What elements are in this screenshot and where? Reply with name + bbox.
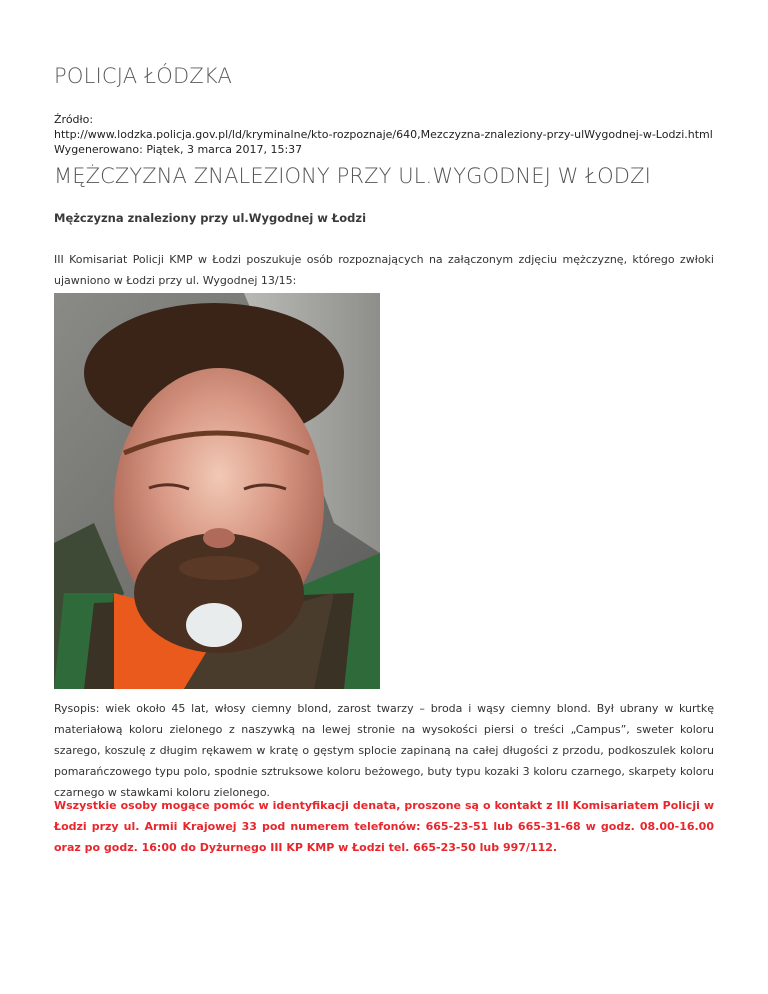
- article-description: Rysopis: wiek około 45 lat, włosy ciemny blond, zarost twarzy – broda i wąsy ciemny blond. Był ubrany w kurtkę materiałową koloru zielonego z naszywką na lewej stronie na wysokości piersi o treści „Campus”, sweter koloru szarego, koszulę z długim rękawem w kratę o gęstym splocie zapinaną na całej długości z przodu, podkoszulek koloru pomarańczowego typu polo, spodnie sztruksowe koloru beżowego, buty typu kozaki 3 koloru czarnego, skarpety koloru czarnego w stawkami koloru zielonego.: [54, 702, 714, 799]
- article-title: MĘŻCZYZNA ZNALEZIONY PRZY UL.WYGODNEJ W ŁODZI: [54, 164, 651, 188]
- person-photo: [54, 293, 380, 689]
- source-meta: [54, 112, 734, 157]
- generated-date: Wygenerowano: Piątek, 3 marca 2017, 15:37: [54, 143, 303, 156]
- brand-title: POLICJA ŁÓDZKA: [54, 64, 233, 88]
- article-subtitle: Mężczyzna znaleziony przy ul.Wygodnej w Łodzi: [54, 211, 367, 225]
- source-label: Źródło:: [54, 113, 94, 126]
- contact-notice: Wszystkie osoby mogące pomóc w identyfikacji denata, proszone są o kontakt z III Komisariatem Policji w Łodzi przy ul. Armii Krajowej 33 pod numerem telefonów: 665-23-51 lub 665-31-68 w godz. 08.00-16.00 oraz po godz. 16:00 do Dyżurnego III KP KMP w Łodzi tel. 665-23-50 lub 997/112.: [54, 799, 714, 854]
- article-intro: III Komisariat Policji KMP w Łodzi poszukuje osób rozpoznających na załączonym zdjęciu mężczyznę, którego zwłoki ujawniono w Łodzi przy ul. Wygodnej 13/15:: [54, 253, 714, 287]
- source-url: http://www.lodzka.policja.gov.pl/ld/kryminalne/kto-rozpoznaje/640,Mezczyzna-znaleziony-przy-ulWygodnej-w-Lodzi.html: [54, 128, 713, 141]
- photo-illustration: [54, 293, 380, 689]
